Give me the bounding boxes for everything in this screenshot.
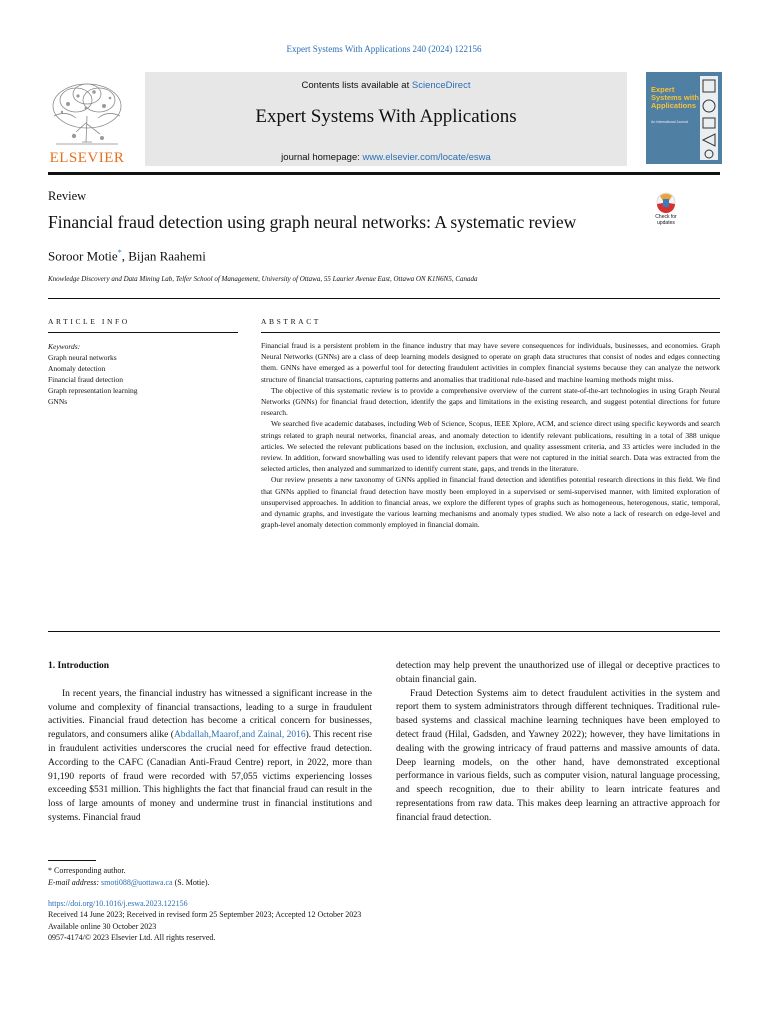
keyword-item: Financial fraud detection xyxy=(48,375,123,384)
body-paragraph xyxy=(48,688,372,826)
corresponding-mark[interactable]: * xyxy=(117,248,122,257)
cover-subtitle: An International Journal xyxy=(651,120,688,124)
abstract-paragraph: The objective of this systematic review is to provide a comprehensive overview of the current state-of-the-art technologies in using Graph Neural Networks (GNNs) for financial fraud detection, identify the gaps and limitations in the existing research, and suggest potential directions for future research. xyxy=(261,385,720,418)
footnote-rule xyxy=(48,860,96,861)
citation-link[interactable]: Abdallah,Maarof,and Zainal, 2016 xyxy=(173,730,306,741)
footnotes xyxy=(48,865,210,889)
article-title: Financial fraud detection using graph neural networks: A systematic review xyxy=(48,212,577,232)
contents-line xyxy=(145,80,627,91)
affiliation-rule xyxy=(48,298,720,299)
journal-title: Expert Systems With Applications xyxy=(255,106,517,127)
keyword-item: Graph neural networks xyxy=(48,353,117,362)
abstract-heading: ABSTRACT xyxy=(261,317,321,326)
article-type: Review xyxy=(48,189,87,203)
homepage-line xyxy=(145,152,627,163)
contents-prefix: Contents lists available at xyxy=(301,80,412,91)
doi-link[interactable]: https://doi.org/10.1016/j.eswa.2023.122156 xyxy=(48,899,188,908)
header-rule xyxy=(48,172,720,175)
body-column-right xyxy=(396,660,720,826)
abstract-rule xyxy=(261,332,720,333)
email-line xyxy=(48,877,210,889)
author-name[interactable]: Soroor Motie xyxy=(48,248,118,264)
crossmark-label[interactable]: Check for updates xyxy=(655,214,677,226)
body-text: In recent years, the financial industry has witnessed a significant increase in the volume and complexity of financial transactions, leading to a surge in fraudulent activities. Financial fraud detection has become a critical concern for businesses, regulators, and consumers alike ( xyxy=(48,688,372,741)
keyword-item: Anomaly detection xyxy=(48,364,106,373)
abstract-end-rule xyxy=(48,631,720,632)
body-paragraph: Fraud Detection Systems aim to detect fraudulent activities in the system and report them to system administrators through different techniques. Traditional rule-based systems and classical machine learning techniques have been employed to detect fraud (Hilal, Gadsden, and Yawney 2022); however, they have limitations in dealing with the growing intricacy of fraud patterns and massive amounts of data. Deep learning models, on the other hand, have demonstrated exceptional performance in various fields, such as computer vision, natural language processing, and speech recognition, due to their ability to learn intricate features and representations from raw data. This makes deep learning an attractive approach for financial fraud detection. xyxy=(396,688,720,823)
running-head[interactable]: Expert Systems With Applications 240 (2024) 122156 xyxy=(286,44,482,54)
cover-graphic-icon xyxy=(700,76,718,160)
keywords-label: Keywords: xyxy=(48,342,81,351)
crossmark-icon[interactable] xyxy=(646,192,686,232)
corresponding-author-note: * Corresponding author. xyxy=(48,866,126,875)
abstract-paragraph: Financial fraud is a persistent problem in the finance industry that may have severe consequences for individuals, businesses, and economies. Graph Neural Networks (GNNs) are a class of deep learning models designed to operate on graph data structures that consist of nodes and edges connecting them. GNNs have emerged as a powerful tool for detecting fraudulent activities in complex financial systems because they can analyze the network structure of financial transactions, capturing patterns and anomalies that traditional rule-based and machine learning methods might miss. xyxy=(261,341,720,384)
homepage-link[interactable]: www.elsevier.com/locate/eswa xyxy=(362,152,491,163)
keyword-item: Graph representation learning xyxy=(48,386,138,395)
body-text: ). This recent rise in fraudulent activities underscores the crucial need for effective fraud detection. According to the CAFC (Canadian Anti-Fraud Centre) report, in 2022, more than 91,190 reports of fraud were recorded with 57,055 victims experiencing losses exceeding $531 million. This highlights the fact that financial fraud can result in the loss of large amounts of money and undermine trust in financial institutions and systems. Financial fraud xyxy=(48,730,372,823)
homepage-prefix: journal homepage: xyxy=(281,152,363,163)
keyword-item: GNNs xyxy=(48,397,68,406)
abstract-paragraph: Our review presents a new taxonomy of GNNs applied in financial fraud detection and identifies potential research directions in this field. We find that GNNs applied to financial fraud detection have mostly been employed in a supervised or semi-supervised manner, with limited exploration of unsupervised approaches. In addition to financial areas, we explore the different types of graphs such as homogeneous, heterogenous, static, temporal, and dynamic graphs, and investigate the various learning mechanisms and anomaly types studied. We also note a lack of research on edge-level and graph-level anomaly detection commonly employed in financial domain. xyxy=(261,475,720,530)
section-heading-introduction: 1. Introduction xyxy=(48,661,110,671)
abstract-body xyxy=(261,340,720,530)
publisher-name: ELSEVIER xyxy=(49,150,125,166)
article-info-heading: ARTICLE INFO xyxy=(48,317,130,326)
received-dates: Received 14 June 2023; Received in revised form 25 September 2023; Accepted 12 October 2023 xyxy=(48,910,362,920)
body-column-left xyxy=(48,660,372,826)
keywords-block xyxy=(48,341,138,407)
journal-cover-thumbnail[interactable] xyxy=(646,72,722,164)
affiliation: Knowledge Discovery and Data Mining Lab, Telfer School of Management, University of Ottawa, 55 Laurier Avenue East, Ottawa ON K1N6N5, Canada xyxy=(48,275,478,283)
article-info-rule xyxy=(48,332,238,333)
copyright-line: 0957-4174/© 2023 Elsevier Ltd. All rights reserved. xyxy=(48,933,216,943)
email-label: E-mail address: xyxy=(48,878,102,887)
author-names-rest[interactable]: , Bijan Raahemi xyxy=(121,248,206,264)
abstract-paragraph: We searched five academic databases, including Web of Science, Scopus, IEEE Xplore, ACM, and science direct using specific keywords and search strings related to graph neural networks, financial areas, and anomaly detection to identify relevant publications, resulting in a total of 388 unique articles. We selected the relevant publications based on the inclusion, exclusion, and quality assessment criteria, and 33 articles were included in the review. In addition, forward snowballing was used to identify relevant papers that were not captured in the initial search. Data was extracted from the selected articles, then analyzed and summarized to identify current state, gaps, and trends in the literature. xyxy=(261,419,720,474)
email-suffix: (S. Motie). xyxy=(172,878,210,887)
email-link[interactable]: smoti088@uottawa.ca xyxy=(101,878,173,887)
available-online: Available online 30 October 2023 xyxy=(48,921,157,931)
cover-title: Expert Systems with Applications xyxy=(651,85,699,110)
authors xyxy=(48,248,206,264)
article-metadata xyxy=(48,898,361,944)
sciencedirect-link[interactable]: ScienceDirect xyxy=(411,80,471,91)
body-paragraph: detection may help prevent the unauthorized use of illegal or deceptive practices to obtain financial gain. xyxy=(396,661,720,685)
